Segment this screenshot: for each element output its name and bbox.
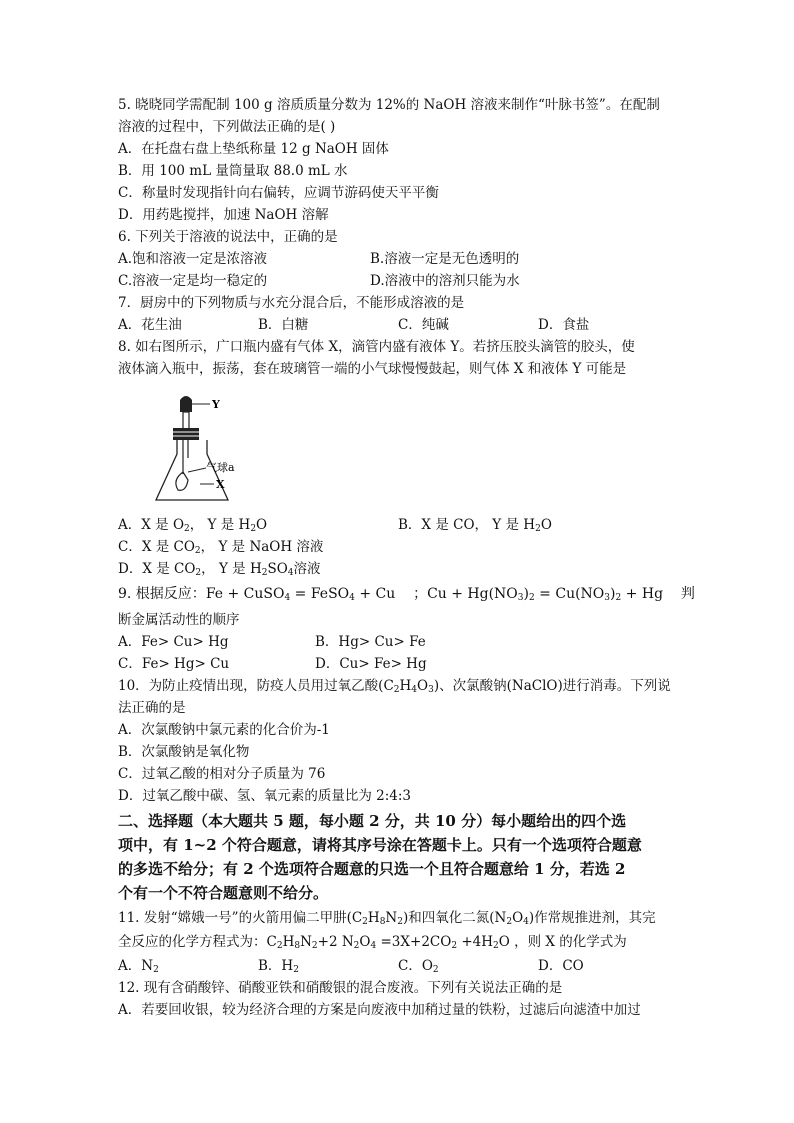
q10-option-d: D．过氧乙酸中碳、氢、氧元素的质量比为 2:4:3 [118,788,411,804]
q9-stem-line2: 断金属活动性的顺序 [118,612,240,628]
flask-dropper-diagram [150,392,260,504]
q7-option-a: A．花生油 [118,317,182,333]
q5-option-b: B．用 100 mL 量筒量取 88.0 mL 水 [118,163,348,179]
q12-stem: 12. 现有含硝酸锌、硝酸亚铁和硝酸银的混合废液。下列有关说法正确的是 [118,980,563,996]
q9-option-c: C．Fe> Hg> Cu [118,656,230,672]
q9-option-d: D．Cu> Fe> Hg [315,656,427,672]
q6-option-a: A.饱和溶液一定是浓溶液 [118,251,268,267]
q10-stem-line2: 法正确的是 [118,700,186,716]
q5-option-a: A．在托盘右盘上垫纸称量 12 g NaOH 固体 [118,141,389,157]
q8-option-c: C．X 是 $CO_2$， Y 是 NaOH 溶液 [118,539,324,556]
q6-option-b: B.溶液一定是无色透明的 [370,251,520,267]
q9-equation-2: $Cu + Hg(NO_3)_2 = Cu(NO_3)_2 + Hg$ [427,586,664,603]
q8-option-a: A．X 是 $O_2$， Y 是 $H_2O$ [118,517,268,534]
balloon-a [176,472,188,490]
q9-stem: 9. 根据反应：Fe + CuSO$_4$ = FeSO$_4$ + Cu ；$Cu + Hg(NO_3)_2 = Cu(NO_3)_2 + Hg$ 判 [118,586,695,603]
section2-heading-line3: 的多选不给分；有 2 个选项符合题意的只选一个且符合题意给 1 分，若选 2 [118,860,626,878]
q8-stem-line1: 8. 如右图所示，广口瓶内盛有气体 X，滴管内盛有液体 Y。若挤压胶头滴管的胶头，使 [118,339,635,355]
q6-stem: 6. 下列关于溶液的说法中，正确的是 [118,229,338,245]
q5-stem-line1: 5. 晓晓同学需配制 100 g 溶质质量分数为 12%的 NaOH 溶液来制作“叶脉书签”。在配制 [118,97,660,113]
q12-option-a: A．若要回收银，较为经济合理的方案是向废液中加稍过量的铁粉，过滤后向滤渣中加过 [118,1002,641,1018]
label-x: X [216,478,225,491]
q6-option-d: D.溶液中的溶剂只能为水 [370,273,520,289]
q7-option-c: C．纯碱 [398,317,449,333]
q8-option-d: D．X 是 $CO_2$， Y 是 $H_2SO_4$溶液 [118,561,321,578]
label-balloon: 气球a [206,461,235,474]
q10-option-a: A．次氯酸钠中氯元素的化合价为-1 [118,722,330,738]
q5-stem-line2: 溶液的过程中，下列做法正确的是( ) [118,119,336,135]
q7-option-d: D．食盐 [538,317,590,333]
q8-stem-line2: 液体滴入瓶中，振荡，套在玻璃管一端的小气球慢慢鼓起，则气体 X 和液体 Y 可能是 [118,361,627,377]
flask-stopper [173,428,199,440]
q10-option-b: B．次氯酸钠是氧化物 [118,744,250,760]
q11-option-d: D．CO [538,958,584,974]
q5-option-d: D．用药匙搅拌，加速 NaOH 溶解 [118,207,329,223]
q7-stem: 7．厨房中的下列物质与水充分混合后，不能形成溶液的是 [118,295,465,311]
q9-equation-1: Fe + CuSO$_4$ = FeSO$_4$ + Cu [205,586,396,603]
q11-option-b: B．$H_2$ [258,958,299,975]
q6-option-c: C.溶液一定是均一稳定的 [118,273,268,289]
label-y: Y [212,398,220,411]
q8-option-b: B．X 是 CO， Y 是 $H_2O$ [398,517,552,534]
q10-stem-line1: 10．为防止疫情出现，防疫人员用过氧乙酸$(C_2H_4O_3)$、次氯酸钠(NaClO)进行消毒。下列说 [118,678,671,695]
dropper-bulb [180,396,192,412]
q9-option-a: A．Fe> Cu> Hg [118,634,229,650]
q11-stem-line2: 全反应的化学方程式为：$C_2H_8N_2+2$ $N_2O_4 =3X+2CO_2 +4H_2O$ ，则 X 的化学式为 [118,934,627,951]
q11-option-a: A．$N_2$ [118,958,159,975]
q11-option-c: C．$O_2$ [398,958,439,975]
q11-stem-line1: 11. 发射“嫦娥一号”的火箭用偏二甲肼$(C_2H_8N_2)$和四氧化二氮$(N_2O_4)$作常规推进剂，其完 [118,910,656,927]
section2-heading-line4: 个有一个不符合题意则不给分。 [118,884,329,902]
section2-heading-line2: 项中，有 1~2 个符合题意，请将其序号涂在答题卡上。只有一个选项符合题意 [118,836,642,854]
q7-option-b: B．白糖 [258,317,309,333]
q10-option-c: C．过氧乙酸的相对分子质量为 76 [118,766,326,782]
q9-option-b: B．Hg> Cu> Fe [315,634,426,650]
q5-option-c: C．称量时发现指针向右偏转，应调节游码使天平平衡 [118,185,439,201]
section2-heading-line1: 二、选择题（本大题共 5 题，每小题 2 分，共 10 分）每小题给出的四个选 [118,812,627,830]
